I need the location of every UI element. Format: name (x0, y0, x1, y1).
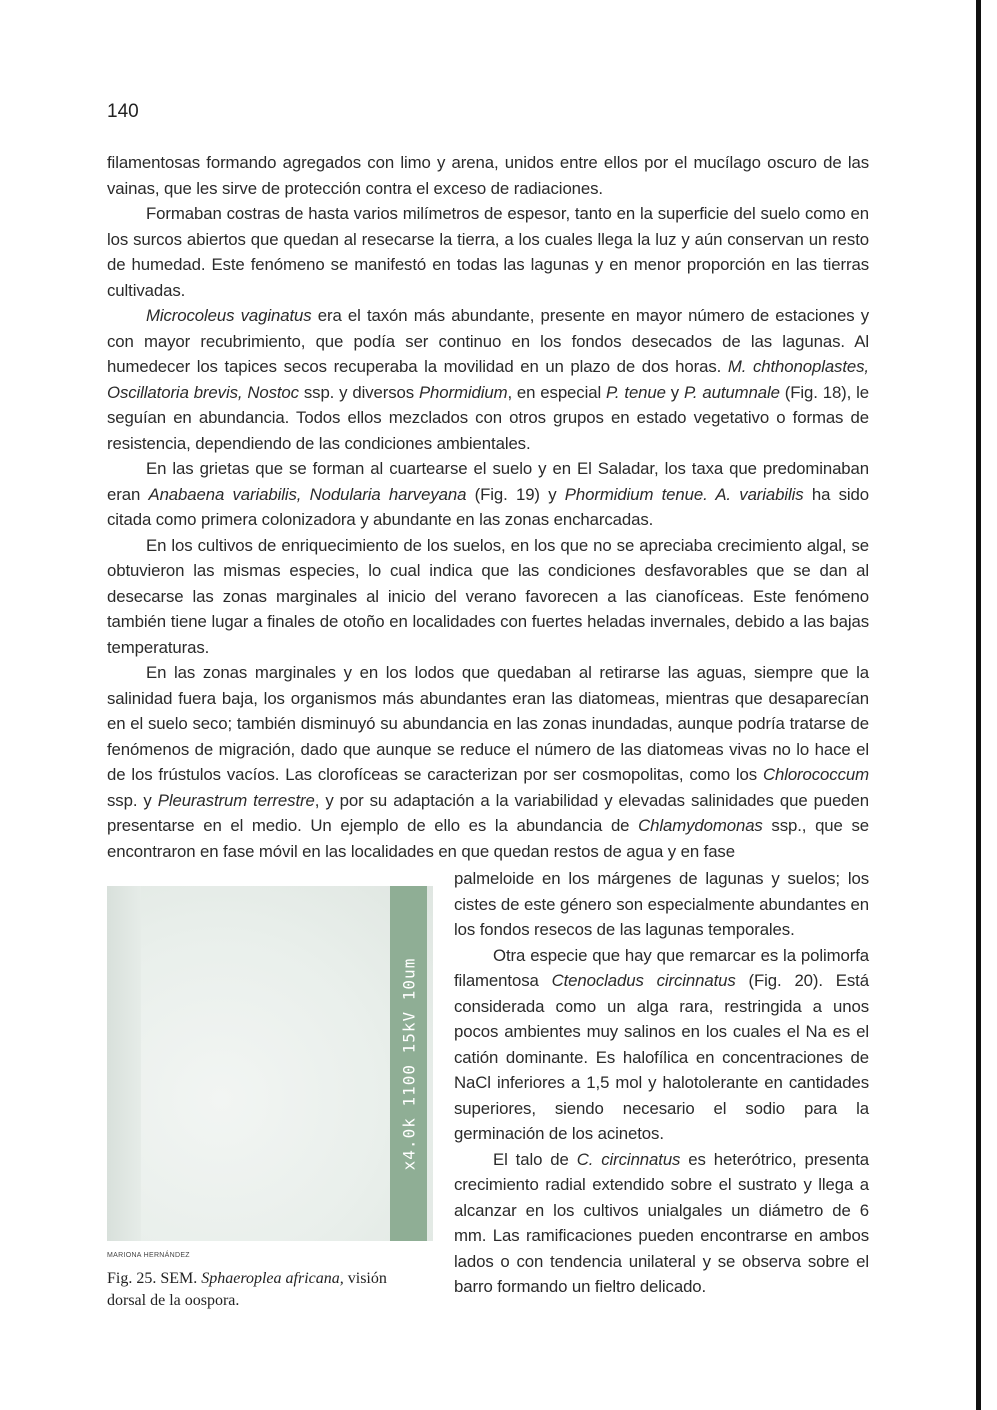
text-run: ssp. y (107, 790, 158, 810)
paragraph (107, 303, 869, 456)
paragraph (107, 201, 869, 303)
sem-micrograph (107, 886, 433, 1241)
paragraph (454, 1147, 869, 1300)
photo-credit: MARIONA HERNÁNDEZ (107, 1252, 190, 1259)
page-number: 140 (107, 101, 139, 122)
text-run: (Fig. 20). Está considerada como un alga rara, restringida a unos pocos ambientes muy salinos en los cuales el Na es el catión dominante. Es halofílica en concentraciones de NaCl inferiores a 1,5 mol y halotolerante en cantidades superiores, siendo necesario el sodio para la germinación de los acinetos. (454, 971, 869, 1143)
paragraph (107, 456, 869, 533)
text-run: (Fig. 18), le seguían en abundancia. Todos ellos mezclados con otros grupos en estado vegetativo o formas de resistencia, dependiendo de las condiciones ambientales. (107, 382, 869, 453)
paragraph (107, 660, 869, 864)
italic-taxon: Anabaena variabilis, Nodularia harveyana (148, 484, 467, 504)
text-run: Otra especie que hay que remarcar es la polimorfa filamentosa (454, 945, 869, 990)
text-run: ha sido citada como primera colonizadora y abundante en las zonas encharcadas. (107, 484, 870, 529)
text-run: Formaban costras de hasta varios milímetros de espesor, tanto en la superficie del suelo como en los surcos abiertos que quedan al resecarse la tierra, a los cuales llega la luz y aún conservan un resto de humedad. Este fenómeno se manifestó en todas las lagunas y en menor proporción en las tierras cultivadas. (107, 204, 869, 300)
text-run: , en especial (507, 382, 606, 402)
page-edge-bar (976, 0, 981, 1410)
text-run: , y por su adaptación a la variabilidad y elevadas salinidades que pueden presentarse en el medio. Un ejemplo de ello es la abundancia de (107, 790, 869, 835)
italic-taxon: M. chthonoplastes, Oscillatoria brevis, Nostoc (107, 357, 869, 402)
italic-taxon: Pleurastrum terrestre (157, 790, 315, 810)
text-run: es heterótrico, presenta crecimiento radial extendido sobre el sustrato y llega a alcanzar en los cultivos unialgales un diámetro de 6 mm. Las ramificaciones pueden encontrarse en ambos lados o con tendencia unilateral y se observa sobre el barro formando un fieltro delicado. (454, 1149, 869, 1296)
italic-taxon: Chlamydomonas (638, 816, 763, 835)
text-run: En las zonas marginales y en los lodos que quedaban al retirarse las aguas, siempre que la salinidad fuera baja, los organismos más abundantes eran las diatomeas, mientras que desaparecían en el suelo seco; también disminuyó su abundancia en las zonas inundadas, aunque podría tratarse de fenómenos de migración, dado que aunque se reduce el número de las diatomeas vivas no lo hace el de los frústulos vacíos. Las clorofíceas se caracterizan por ser cosmopolitas, como los (107, 663, 869, 784)
italic-taxon: Microcoleus vaginatus (146, 306, 312, 325)
scale-bar-text: x4.0k 1100 15kV 10um (399, 957, 419, 1171)
italic-taxon: C. circinnatus (576, 1149, 681, 1169)
paragraph (454, 943, 869, 1147)
caption-species: Sphaeroplea africana, (201, 1270, 344, 1287)
text-run: ssp., que se encontraron en fase móvil en las localidades en que quedan restos de agua y en fase (107, 816, 869, 861)
text-run: (Fig. 19) y (466, 484, 565, 504)
main-text-block (107, 150, 869, 864)
sem-figure (107, 886, 433, 1241)
italic-taxon: Chlorococcum (762, 765, 869, 784)
text-run: y (665, 382, 684, 402)
text-run: El talo de (493, 1149, 577, 1169)
caption-rest: visión dorsal de la oospora. (107, 1270, 387, 1309)
italic-taxon: P. tenue (605, 382, 666, 402)
italic-taxon: P. autumnale (683, 382, 780, 402)
micrograph-shadow (107, 886, 141, 1241)
figure-caption (107, 1268, 407, 1312)
text-run: ssp. y diversos (298, 382, 419, 402)
italic-taxon: Phormidium (418, 382, 508, 402)
text-run: En las grietas que se forman al cuartearse el suelo y en El Saladar, los taxa que predominaban eran (107, 459, 869, 504)
italic-taxon: Phormidium tenue. A. variabilis (564, 484, 804, 504)
paragraph (107, 150, 869, 201)
wrapped-text-block (454, 866, 869, 1300)
text-run: palmeloide en los márgenes de lagunas y suelos; los cistes de este género son especialmente abundantes en los fondos resecos de las lagunas temporales. (454, 869, 869, 939)
paragraph (454, 866, 869, 943)
text-run: filamentosas formando agregados con limo y arena, unidos entre ellos por el mucílago oscuro de las vainas, que les sirve de protección contra el exceso de radiaciones. (107, 153, 869, 198)
caption-label: Fig. 25. SEM. (107, 1270, 202, 1287)
paragraph (107, 533, 869, 661)
italic-taxon: Ctenocladus circinnatus (551, 971, 736, 990)
text-run: era el taxón más abundante, presente en mayor número de estaciones y con mayor recubrimiento, que podía ser continuo en los fondos desecados de las lagunas. Al humedecer los tapices secos recuperaba la movilidad en un plazo de dos horas. (107, 306, 869, 376)
text-run: En los cultivos de enriquecimiento de los suelos, en los que no se apreciaba crecimiento algal, se obtuvieron las mismas especies, lo cual indica que las condiciones desfavorables que se dan al desecarse las zonas marginales al inicio del verano favorecen a las cianofíceas. Este fenómeno también tiene lugar a finales de otoño en localidades con fuertes heladas invernales, debido a las bajas temperaturas. (107, 535, 869, 657)
